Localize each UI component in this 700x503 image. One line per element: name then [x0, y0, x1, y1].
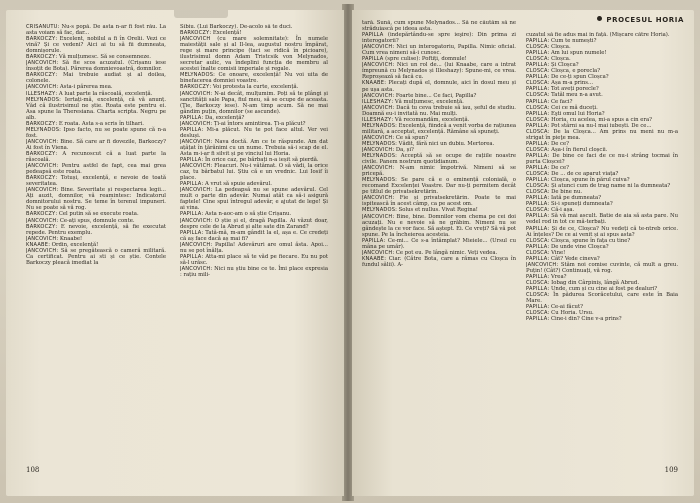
dialogue-text: : Bine. Să care ar fi dovezile, Barkoczy? Ai fost în Viena. — [26, 138, 166, 151]
dialogue-text: : De la Cloșca... Am prins nu meni nu m-a strigat în pieţe mea. — [526, 128, 678, 141]
speaker-name: CLOSCA — [526, 68, 548, 75]
dialogue-text: : Nici nu știu bine ce te. Îmi place expresia : rațiu mili- — [180, 265, 328, 278]
left-page-number: 108 — [26, 466, 40, 474]
dialogue-line — [362, 195, 516, 207]
speaker-name: CLOSCA — [526, 80, 548, 87]
dialogue-line — [180, 139, 328, 157]
speaker-name: ILLESHAZY — [362, 116, 392, 123]
dialogue-text: : A luat parte la răscoală, excelență. — [55, 90, 153, 97]
dialogue-text: : Ce onoare, excelență! Nu voi uita de binefacerea domniei voastre. — [180, 72, 328, 85]
dialogue-line — [26, 163, 166, 175]
speaker-name: CLOSCA — [526, 310, 548, 317]
dialogue-text: Sibiu. (Lui Barkoczy). De-acolo să te duci. — [180, 24, 293, 30]
dialogue-text: : Si-i spuneți dumneata? — [547, 201, 613, 208]
speaker-name: PAPILLA — [526, 110, 548, 117]
dialogue-text: : În orice caz, pe bărbați n-a ieșit să pierdă. — [201, 157, 319, 164]
dialogue-line — [180, 187, 328, 211]
dialogue-line — [362, 177, 516, 195]
dialogue-line — [180, 230, 328, 242]
dialogue-text: (cu mare solemnitate): În numele maiestății sale și al Il-lea, augustul nostru împărat, rege și mare principe (taci se ridică în picioare), ilustrisimul domn Adam Tristcsik von Melynados, secretar aulic, va îndeplini funcția de membru al acestei înalte comisii imperiale și regale. — [180, 36, 328, 73]
speaker-name: JANCOVICH — [180, 138, 211, 145]
speaker-name: CLOSCA — [526, 279, 548, 286]
dialogue-text: : Iată pe dumneata? — [547, 195, 602, 202]
speaker-name: JANCOVICH — [362, 165, 393, 172]
speaker-name: JANCOVICH — [180, 241, 211, 248]
dialogue-line — [180, 163, 328, 181]
dialogue-line — [26, 127, 166, 139]
dialogue-line — [526, 292, 678, 304]
dialogue-text: : Ciar. (Către Bota, care a rămas cu Cloșca în fundul sălii). A- — [362, 255, 516, 268]
dialogue-text: (spre culise): Poftiți, domnule! — [383, 56, 467, 63]
dialogue-text: : Totuși, excelență, e nevoie de toată severitatea. — [26, 175, 166, 188]
dialogue-text: : Da, excelență? — [201, 114, 245, 121]
dialogue-text: : Asta n-aoc-am o să știe Crișanu. — [201, 211, 292, 218]
dialogue-line — [26, 248, 166, 266]
dialogue-text: : Vine! — [547, 249, 566, 256]
speaker-name: JANCOVICH — [26, 138, 57, 145]
dialogue-line — [26, 72, 166, 84]
dialogue-text: : Stăm noi comise cuvinte, că mult a greu. Puțin! (Cât?) Continuați, vă rog. — [526, 261, 678, 274]
speaker-name: JANCOVICH — [362, 195, 393, 202]
running-head-text: PROCESUL HORIA — [606, 16, 684, 24]
speaker-name: BARKOCZY — [26, 223, 56, 230]
speaker-name: PAPILLA — [526, 38, 548, 45]
speaker-name: CLOSCA — [526, 104, 548, 111]
dialogue-text: : Bine, bine. Domnilor vom chema pe cei doi acuzați. Nu e nevoie să ne grăbim. Nimeni nu se gândește la ce vor face. Să aștept. Ei. Ce vreți? Să vă pot spune. Pe la încheierea acesteia. — [362, 213, 516, 238]
speaker-name: CLOSCA — [526, 183, 548, 190]
dialogue-text: : Vă mulțumesc. Să se consemneze. — [55, 54, 151, 61]
dialogue-line — [180, 254, 328, 266]
dialogue-text: : Nava doctă. Am ce te răspunde. Am dat ațâțat în ţărănimi cu un nume. Trebuia să-i scap de el. Asta m-i-ar fi silvit și pe vinciul lui Horia. — [180, 138, 328, 157]
dialogue-text: : Iertați-mă, excelență, că vă anunț. Văd că ilustrisimul ne știe. Roata este pentru ei. Asa spune la Theresiana. Charta scripta. Negru pe alb. — [26, 96, 166, 121]
speaker-name: PAPILLA — [180, 211, 202, 218]
dialogue-line — [26, 187, 166, 211]
speaker-name: BARKOCZY — [26, 36, 56, 43]
speaker-name: PAPILLA — [526, 285, 548, 292]
speaker-name: JANCOVICH — [180, 120, 211, 127]
dialogue-line — [362, 44, 516, 56]
dialogue-text: : Foarte bine... Ce faci, Papilla? — [392, 92, 477, 99]
speaker-name: PAPILLA — [526, 304, 548, 311]
speaker-name: PAPILLA — [180, 157, 202, 164]
dialogue-line — [180, 72, 328, 84]
dialogue-text: : Ce faci? — [547, 98, 573, 105]
dialogue-text: : Fie și privatsekretärin. Poate te mai ispitească în acest câmp, ca pe acest om. — [362, 195, 516, 208]
dialogue-line — [26, 151, 166, 163]
dialogue-text: : Am lui spun numele! — [547, 50, 607, 57]
speaker-name: JANCOVICH — [26, 247, 57, 254]
dialogue-text: : Se pare că e o eminență colonială, o recomand Excelenței Voastre. Dar nu-ți permitem decât pe titlul de privatsekretärin. — [362, 177, 516, 196]
dialogue-line — [526, 226, 678, 238]
dialogue-line — [362, 256, 516, 268]
speaker-name: KNAABE — [362, 80, 385, 87]
speaker-name: BARKOCZY — [26, 150, 56, 157]
speaker-name: PAPILLA — [526, 98, 548, 105]
speaker-name: JANCOVICH — [180, 36, 211, 43]
speaker-name: KNAABE — [362, 255, 385, 262]
dialogue-line — [362, 80, 516, 92]
speaker-name: CLOSCA — [526, 237, 548, 244]
dialogue-line — [180, 91, 328, 115]
speaker-name: JANCOVICH — [26, 187, 57, 194]
dialogue-text: : Iobag din Cârpiniș, lângă Abrud. — [547, 279, 640, 286]
speaker-name: JANCOVICH — [362, 44, 393, 51]
speaker-name: CLOSCA — [526, 56, 548, 63]
speaker-name: PAPILLA — [362, 32, 384, 39]
speaker-name: JANCOVICH — [26, 217, 57, 224]
dialogue-text: : Cine-i din? Cine v-a prins? — [547, 316, 622, 323]
dialogue-text: : În pădurea Scorăcetului, care este în Baia Mare. — [526, 292, 678, 305]
dialogue-text: : Asta-i părerea mea. — [56, 84, 113, 91]
speaker-name: PAPILLA — [526, 50, 548, 57]
dialogue-text: : Ți-ai întors amintirea. Ți-a plăcut? — [210, 120, 306, 127]
right-page-number: 109 — [664, 466, 678, 474]
speaker-name: PAPILLA — [526, 165, 548, 172]
dialogue-text: : Tatăl meu n-a avut. — [547, 92, 603, 99]
speaker-name: CLOSCA — [526, 92, 548, 99]
speaker-name: PAPILLA — [526, 213, 548, 220]
speaker-name: JANCOVICH — [180, 265, 211, 272]
speaker-name: MELYNADOS — [362, 140, 396, 147]
right-page-column-1 — [362, 20, 516, 460]
dialogue-text: : Cum te numești? — [547, 38, 597, 45]
speaker-name: JANCOVICH — [362, 146, 393, 153]
dialogue-line — [180, 242, 328, 254]
speaker-name: PAPILLA — [526, 243, 548, 250]
dialogue-text: : Acceptă să se ocupe de rațiile noastre civile. Panem nostrum quotidianum. — [362, 153, 516, 166]
speaker-name: JANCOVICH — [362, 104, 393, 111]
dialogue-text: : Ce să spun? — [392, 134, 429, 141]
dialogue-text: : A recunoscut că a luat parte la răscoală. — [26, 150, 166, 164]
dialogue-text: : Vă recomandăm, excelență. — [391, 116, 470, 123]
speaker-name: BARKOCZY — [26, 175, 56, 182]
dialogue-text: : Cloșca. — [547, 56, 571, 63]
dialogue-text: : Vrea? — [547, 273, 567, 280]
dialogue-text: : Papilla! Adevăruri are omul ăsta. Apoi... nu se pot înălța. — [180, 241, 328, 254]
dialogue-text: : Ordin, excelență! — [48, 241, 99, 248]
dialogue-line — [180, 266, 328, 278]
speaker-name: ILLESHAZY — [26, 90, 56, 97]
speaker-name: CLOSCA — [526, 171, 548, 178]
speaker-name: PAPILLA — [362, 237, 384, 244]
dialogue-text: : Ce-mi... Ce s-a întâmplat? Mieiele... (Ursul cu mâna pe umăr). — [362, 237, 516, 250]
dialogue-text: : Unde, cum și cu cine ai fost pe dealuri? — [547, 285, 658, 292]
speaker-name: MELYNADOS — [362, 207, 396, 214]
left-page-column-2 — [180, 24, 328, 464]
speaker-name: MELYNADOS — [362, 153, 396, 160]
dialogue-line — [362, 20, 516, 32]
left-page — [6, 10, 344, 496]
dialogue-text: : E nevoie, excelență, să fie executat repede. Pentru exemplu. — [26, 223, 166, 236]
speaker-name: MELYNADOS — [26, 126, 60, 133]
speaker-name: MELYNADOS — [180, 72, 214, 79]
dialogue-text: : Cel putin să se execute roata. — [55, 211, 139, 218]
dialogue-text: : De ce? — [547, 165, 569, 172]
speaker-name: JANCOVICH — [180, 217, 211, 224]
dialogue-text: : Knaabe! — [56, 235, 83, 242]
dialogue-text: : O știe și el, dragă Papilla. Ai văzut doar, despre cele de la Abrud și alte sate din Zarand? — [180, 217, 328, 230]
dialogue-line — [26, 139, 166, 151]
dialogue-text: : Pot stârni sa nu-l mai iubești. De ce... — [547, 122, 652, 129]
dialogue-text: tară. Sună, cum spune Melynados... Să ne căutăm să ne străduiască pe ideea asta. — [362, 20, 516, 33]
speaker-name: PAPILLA — [526, 273, 548, 280]
dialogue-text: : Cloșca, spune în părul cuiva? — [547, 177, 630, 184]
dialogue-line — [180, 218, 328, 230]
dialogue-text: : De unde vine Cloșca? — [547, 243, 609, 250]
dialogue-text: : Bine. Severitate și respectarea legii... Ați auzit, domnilor, vă reamintesc: Indicatorul domnitorului nostru. Se teme în terenul impuneri. Nu se poate să vă rog. — [26, 187, 166, 212]
speaker-name: JANCOVICH — [26, 84, 57, 91]
dialogue-text: : Și de ce, Cloșca? Nu vedeți că te-ntreb orice. Ai înțeles? De ce ai venit și ai spus asta? — [526, 225, 678, 238]
dialogue-line — [362, 123, 516, 135]
dialogue-text: : N-am nimic împotrivă. Nimeni să se pricepă. — [362, 165, 516, 178]
dialogue-text: : Cloșca. — [547, 44, 571, 51]
dialogue-text: : De ce? — [547, 140, 569, 147]
dialogue-line — [26, 24, 166, 36]
library-stamp — [174, 10, 228, 18]
dialogue-line — [526, 213, 678, 225]
speaker-name: PAPILLA — [526, 195, 548, 202]
dialogue-line — [180, 127, 328, 139]
dialogue-line — [362, 62, 516, 80]
dialogue-text: : Ce pot eu. Pe lângă nimic. Veți vedea. — [392, 249, 498, 256]
speaker-name: PAPILLA — [526, 74, 548, 81]
dialogue-line — [362, 165, 516, 177]
dialogue-text: : Mai trebuie audiat și al doilea, colonele. — [26, 72, 166, 85]
speaker-name: CRISANUTU — [26, 24, 58, 30]
speaker-name: PAPILLA — [180, 114, 202, 121]
speaker-name: PAPILLA — [526, 152, 548, 159]
speaker-name: JANCOVICH — [362, 249, 393, 256]
speaker-name: PAPILLA — [526, 122, 548, 129]
dialogue-text: : De ... de ce aparut viața? — [547, 171, 619, 178]
dialogue-text: cuzatul să fie adus mai în față. (Mișcare către Horia). — [526, 32, 670, 38]
dialogue-line — [26, 224, 166, 236]
running-head — [597, 16, 684, 24]
dialogue-text: : Horia, cu acelea, mi-a spus a cin era? — [547, 116, 652, 123]
speaker-name: CLOSCA — [526, 116, 548, 123]
right-page — [352, 10, 694, 496]
dialogue-line — [26, 175, 166, 187]
dialogue-text: : Și atunci cum de trag name ni la dumneata? — [547, 183, 671, 190]
dialogue-text: : La pedeapsă nu se spune adevărul. Cel mult o parte din adevăr. Numai atât ca să-i asigură faptele! Cine spui întregul adevăr, e ajutat de lege! Și ai vina. — [180, 187, 328, 212]
speaker-name: CLOSCA — [526, 146, 548, 153]
speaker-name: CLOSCA — [526, 128, 548, 135]
dialogue-text: : Cu Horia. Ursu. — [547, 310, 594, 317]
speaker-name: CLOSCA — [526, 249, 548, 256]
dialogue-line — [526, 129, 678, 141]
speaker-name: JANCOVICH — [362, 134, 393, 141]
dialogue-text: : Mi-a plăcut. Nu te pot face altul. Ver vei desluși. — [180, 126, 328, 139]
speaker-name: PAPILLA — [180, 253, 202, 260]
dialogue-text: : Da, și? — [392, 146, 414, 153]
dialogue-line — [362, 105, 516, 117]
dialogue-text: : Excelență, fiindcă a venit vorba de rațiunea militară, a acceptat, excelență. Rămâne să spuneți. — [362, 122, 516, 135]
speaker-name: PAPILLA — [526, 201, 548, 208]
dialogue-text: : De bine nu. — [547, 189, 583, 196]
dialogue-line — [26, 36, 166, 54]
speaker-name: PAPILLA — [526, 255, 548, 262]
speaker-name: JANCOVICH — [362, 213, 393, 220]
speaker-name: PAPILLA — [180, 229, 202, 236]
speaker-name: CLOSCA — [526, 44, 548, 51]
dialogue-line — [526, 153, 678, 165]
dialogue-text: : Cei ce mă duceți. — [547, 104, 598, 111]
speaker-name: BARKOCZY — [26, 120, 56, 127]
dialogue-text: : Să fie scos acuzatul. (Crișanu iese însoțit de Bota). Părerea domnievoastră, domnilor. — [26, 60, 166, 73]
dialogue-text: : Fleacuri. Nu-i vătămat. O să vădi, la orice caz, tu bărbatul lui. Știu că e un vrednic. Lui Iosif îi place. — [180, 163, 328, 182]
dialogue-text: : Vădit, fără nici un dubiu. Mertorea. — [395, 140, 495, 147]
dialogue-text: : Cât? Vede cineva? — [547, 255, 600, 262]
dialogue-text: : Eşti omul lui Horia? — [547, 110, 605, 117]
left-page-column-1 — [26, 24, 166, 464]
dialogue-line — [362, 214, 516, 238]
speaker-name: JANCOVICH — [362, 92, 393, 99]
dialogue-text: (indepărtându-se spre ieşire): Din prima zi interogatorii? — [362, 32, 516, 45]
speaker-name: PAPILLA — [526, 177, 548, 184]
speaker-name: PAPILLA — [526, 140, 548, 147]
dialogue-line — [26, 97, 166, 121]
speaker-name: BARKOCZY — [26, 54, 56, 61]
dialogue-text: : Tot aveți porecle? — [547, 86, 599, 93]
dialogue-text: : E roata. Asta s-a scris în tilhari. — [55, 120, 144, 127]
dialogue-line — [362, 32, 516, 44]
dialogue-text: : Ce-ați spus, domnule conte. — [56, 217, 135, 224]
speaker-name: MELYNADOS — [362, 122, 396, 129]
dialogue-text: : Solus et nullus. Vivat Regina! — [395, 207, 478, 214]
speaker-name: PAPILLA — [180, 181, 202, 188]
dialogue-line — [362, 153, 516, 165]
dialogue-text: : Tată-mă, m-am gândit la el, așa e. Ce credeți că aș face dacă aș mai fi? — [180, 229, 328, 242]
speaker-name: JANCOVICH — [526, 261, 557, 268]
speaker-name: PAPILLA — [526, 86, 548, 93]
speaker-name: JANCOVICH — [26, 60, 57, 67]
speaker-name: PAPILLA — [180, 126, 202, 133]
dialogue-text: : De ce-ți spun Cloșca? — [547, 74, 609, 81]
dialogue-text: : Excelent, nobilul a fi în Orelii. Vezi ce vină? Și ce vedeni? Aici ai tu să fii dumneata, domnișorule. — [26, 36, 166, 55]
dialogue-text: : Dacă tu ceva trebuie să iau, șeful de studiu. Doamnă eu-i invitată nu. Mai mulți. — [362, 104, 516, 117]
speaker-name: JANCOVICH — [180, 90, 211, 97]
speaker-name: JANCOVICH — [26, 235, 57, 242]
dialogue-text: : Să se pregătească o cameră militară. Ca certificat. Pentru ai sti și ce știe. Contele Barkoczy pleacă imediat la — [26, 247, 166, 266]
speaker-name: CLOSCA — [526, 292, 548, 299]
dialogue-text: : Nici un rol de... (lui Knaabe, care a intrat împreună cu Melynados și Illeshazy): Spune-mi, ce vrea. Reproșează să facă cu. — [362, 62, 516, 81]
dialogue-text: : Cloșca, e porecla? — [547, 68, 601, 75]
dialogue-text: : Pentru astfel de fapt, cea mai grea pedeapsă este roata. — [26, 163, 166, 176]
dialogue-line — [362, 238, 516, 250]
dialogue-text: : Așa m-a prins... — [547, 80, 594, 87]
dialogue-text: : Voi protesta la curte, excelență. — [209, 84, 299, 91]
speaker-name: BARKOCZY — [26, 72, 56, 79]
bullet-icon — [597, 16, 602, 21]
speaker-name: CLOSCA — [526, 189, 548, 196]
dialogue-text: : Cloșca, spune în fața cu tine? — [547, 237, 631, 244]
speaker-name: BARKOCZY — [180, 30, 210, 37]
dialogue-line — [526, 262, 678, 274]
speaker-name: PAPILLA — [362, 56, 384, 63]
dialogue-text: : Nu-s popă. De asta n-ar fi fost rău. La asta voiam să fac, dar... — [26, 24, 166, 37]
dialogue-line — [180, 36, 328, 72]
dialogue-text: : Și Cloșca? — [547, 62, 579, 69]
speaker-name: BARKOCZY — [180, 84, 210, 91]
speaker-name: JANCOVICH — [180, 163, 211, 170]
dialogue-text: : Vă mulțumesc, excelență. — [391, 98, 464, 105]
speaker-name: CLOSCA — [526, 207, 548, 214]
speaker-name: MELYNADOS — [362, 177, 396, 184]
speaker-name: PAPILLA — [526, 62, 548, 69]
dialogue-text: : Ce-ai făcut? — [547, 304, 583, 311]
right-page-column-2 — [526, 32, 678, 472]
dialogue-text: : Ipso facto, nu se poate spune că n-a fost. — [26, 126, 166, 139]
dialogue-text: : Așa-i în fierul cloșcii. — [547, 146, 608, 153]
dialogue-text: : De bine ce faci de ce nu-i strâng tocmai în purta Cloșcei? — [526, 152, 678, 165]
dialogue-text: : Să vă mai ascult. Batie de aia să asta pare. Nu vedel rod in tot ce mă-terbați. — [526, 213, 678, 226]
dialogue-line — [526, 316, 678, 322]
dialogue-text: : Că-i așa. — [547, 207, 575, 214]
speaker-name: PAPILLA — [526, 316, 548, 323]
speaker-name: PAPILLA — [526, 225, 548, 232]
speaker-name: MELYNADOS — [26, 96, 60, 103]
speaker-name: JANCOVICH — [26, 163, 57, 170]
dialogue-text: : N-ai decât, mulțumim. Poți să te plângi și sanctității sale Papa, fiul meu, să se ocupe de aceasta. (Ţie, Barkoczy iese). N-am timp acum. Să ne mai gândim puțin, domnilor (se ascunde). — [180, 90, 328, 115]
dialogue-text: : A vrut să spuie adevărul. — [201, 181, 272, 188]
speaker-name: JANCOVICH — [362, 62, 393, 69]
speaker-name: KNAABE — [26, 241, 49, 248]
dialogue-text: : Atta-mi place să te văd pe fiecare. Eu nu pot să-l urăsc. — [180, 253, 328, 266]
dialogue-line — [26, 60, 166, 72]
speaker-name: JANCOVICH — [180, 187, 211, 194]
speaker-name: ILLESHAZY — [362, 98, 392, 105]
dialogue-text: : Nici un interogatoriu, Papilla. Nimic oficial. Cum vrea nimeni să-i cunosc. — [362, 44, 516, 57]
dialogue-text: : Plecați după el, domnule, aici în dosul meu și pe ușa asta. — [362, 80, 516, 93]
dialogue-text: : Excelență! — [209, 30, 242, 37]
speaker-name: BARKOCZY — [26, 211, 56, 218]
